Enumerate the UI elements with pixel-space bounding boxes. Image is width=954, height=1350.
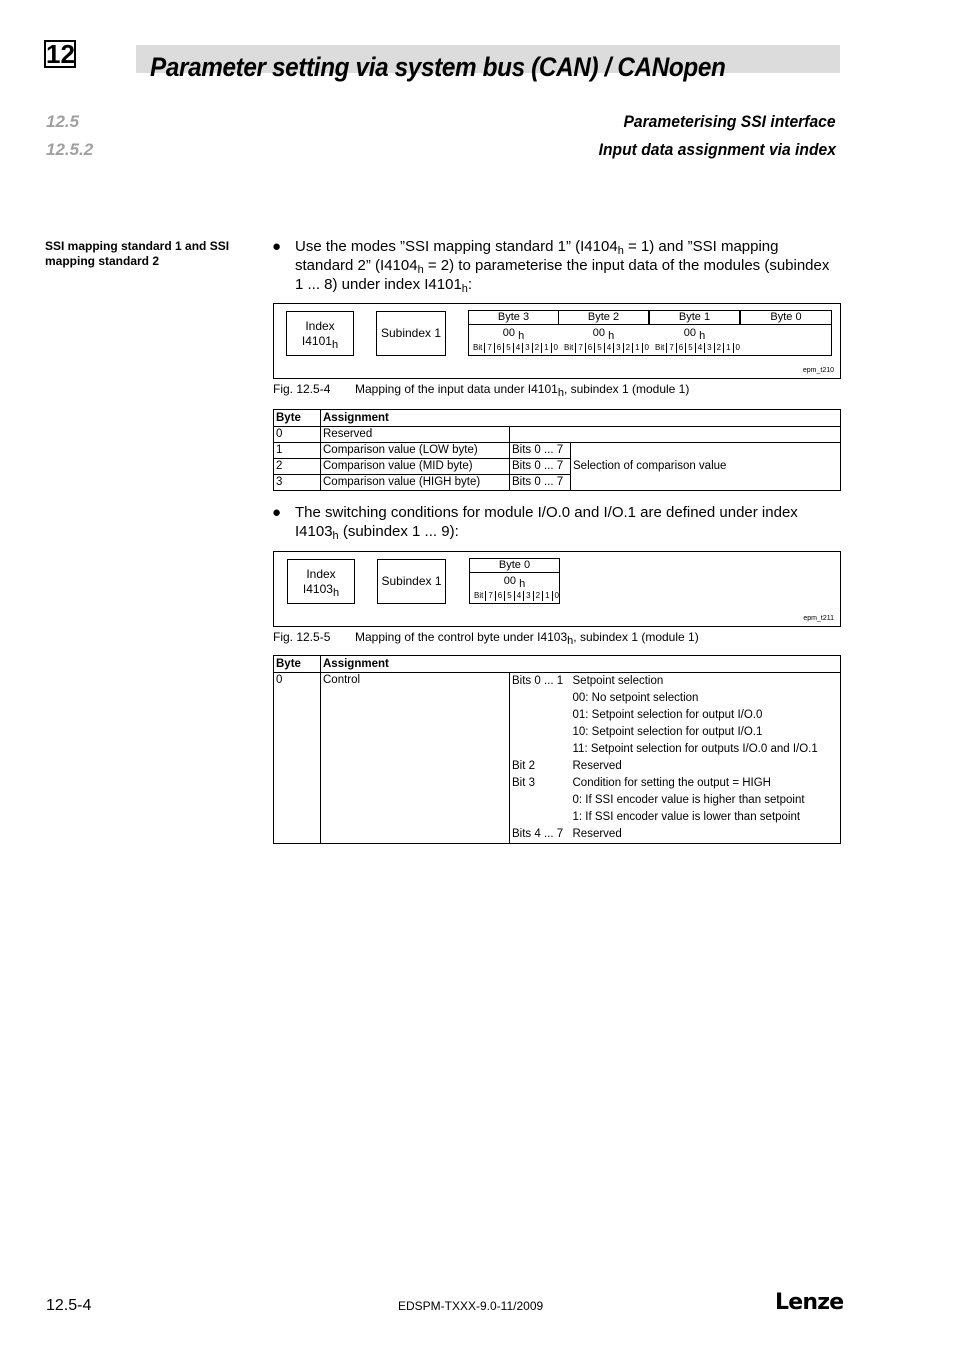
col-header-assignment: Assignment [321,656,841,673]
cell-byte: 3 [274,475,321,491]
figure-id: epm_t210 [802,367,834,374]
cell-assignment: Comparison value (MID byte) [321,459,510,475]
cell-merged-note: Selection of comparison value [571,443,841,491]
figure-control-byte-mapping [273,551,841,627]
section-title: Parameterising SSI interface [623,112,836,131]
table-header-row [274,410,841,427]
cell-bits-column: Bits 0 ... 1 Bit 2 Bit 3 Bits 4 ... 7 [510,673,571,844]
bullet-text: The switching conditions for module I/O.0 and I/O.1 are defined under index $I4103_h$ (subindex 1 ... 9): [295,504,798,542]
cell-empty [510,427,841,443]
document-id: EDSPM-TXXX-9.0-11/2009 [398,1299,544,1313]
input-assignment-table [273,409,841,491]
index-box: Index $I4101_h$ [286,311,354,356]
subindex-box: Subindex 1 [377,559,446,604]
control-byte-table [273,655,841,844]
byte-0-value: 00 $_h$ [503,575,526,590]
cell-byte: 0 [274,673,321,844]
cell-byte: 2 [274,459,321,475]
cell-assignment: Control [321,673,510,844]
cell-assignment: Comparison value (LOW byte) [321,443,510,459]
lenze-logo: Lenze [775,1290,844,1315]
col-header-byte: Byte [274,410,321,427]
subindex-box: Subindex 1 [376,311,446,356]
bullet-icon: ● [272,504,282,521]
bit-row-byte-0: Bit 7 6 5 4 3 2 1 0 [474,591,559,600]
cell-description-column: Setpoint selection 00: No setpoint selection 01: Setpoint selection for output I/O.0 10: Setpoint selection for output I/O.1 11: Setpoint selection for outputs I/O.0 and I/O.1 Reserved Condition for setting the output = HIGH 0: If SSI encoder value is higher than setpoint 1: If SSI encoder value is lower than setpoint Reserved [571,673,841,844]
chapter-number: 12 [46,39,75,69]
byte-0-label: Byte 0 [469,558,560,573]
page-number: 12.5-4 [46,1297,92,1314]
cell-bits: Bits 0 ... 7 [510,443,571,459]
cell-byte: 0 [274,427,321,443]
cell-byte: 1 [274,443,321,459]
bit-row-byte-2: Bit 7 6 5 4 3 2 1 0 [564,343,649,352]
subsection-number: 12.5.2 [46,140,94,159]
cell-assignment: Comparison value (HIGH byte) [321,475,510,491]
side-heading: SSI mapping standard 1 and SSI mapping standard 2 [45,239,230,268]
table-header-row [274,656,841,673]
bit-row-byte-3: Bit 7 6 5 4 3 2 1 0 [473,343,558,352]
index-box: Index $I4103_h$ [287,559,355,604]
subsection-title: Input data assignment via index [598,140,836,159]
figure-id: epm_t211 [803,615,834,622]
bullet-text: Use the modes ”SSI mapping standard 1” $(I4104_h = 1)$ and ”SSI mapping standard 2” $(I4104_h = 2)$ to parameterise the input data of the modules (subindex 1 ... 8) under index $I4101_h$: [295,238,830,295]
byte-2-value: 00 $_h$ [592,327,615,342]
cell-bits: Bits 0 ... 7 [510,475,571,491]
figure-input-mapping [273,303,841,379]
byte-2-label: Byte 2 [558,310,649,325]
byte-1-label: Byte 1 [649,310,740,325]
table-row [274,443,841,459]
byte-3-value: 00 $_h$ [502,327,525,342]
cell-assignment: Reserved [321,427,510,443]
bit-row-byte-1: Bit 7 6 5 4 3 2 1 0 [655,343,740,352]
table-row [274,427,841,443]
figure-caption-2: Fig. 12.5-5 Mapping of the control byte under $I4103_h$, subindex 1 (module 1) [273,630,699,647]
byte-0-label: Byte 0 [740,310,832,325]
table-row [274,673,841,844]
cell-bits: Bits 0 ... 7 [510,459,571,475]
byte-1-value: 00 $_h$ [683,327,706,342]
page-title: Parameter setting via system bus (CAN) / CANopen [150,52,726,82]
col-header-assignment: Assignment [321,410,841,427]
section-number: 12.5 [46,112,80,131]
byte-3-label: Byte 3 [468,310,559,325]
bullet-icon: ● [272,238,282,255]
col-header-byte: Byte [274,656,321,673]
figure-caption-1: Fig. 12.5-4 Mapping of the input data under $I4101_h$, subindex 1 (module 1) [273,382,690,399]
